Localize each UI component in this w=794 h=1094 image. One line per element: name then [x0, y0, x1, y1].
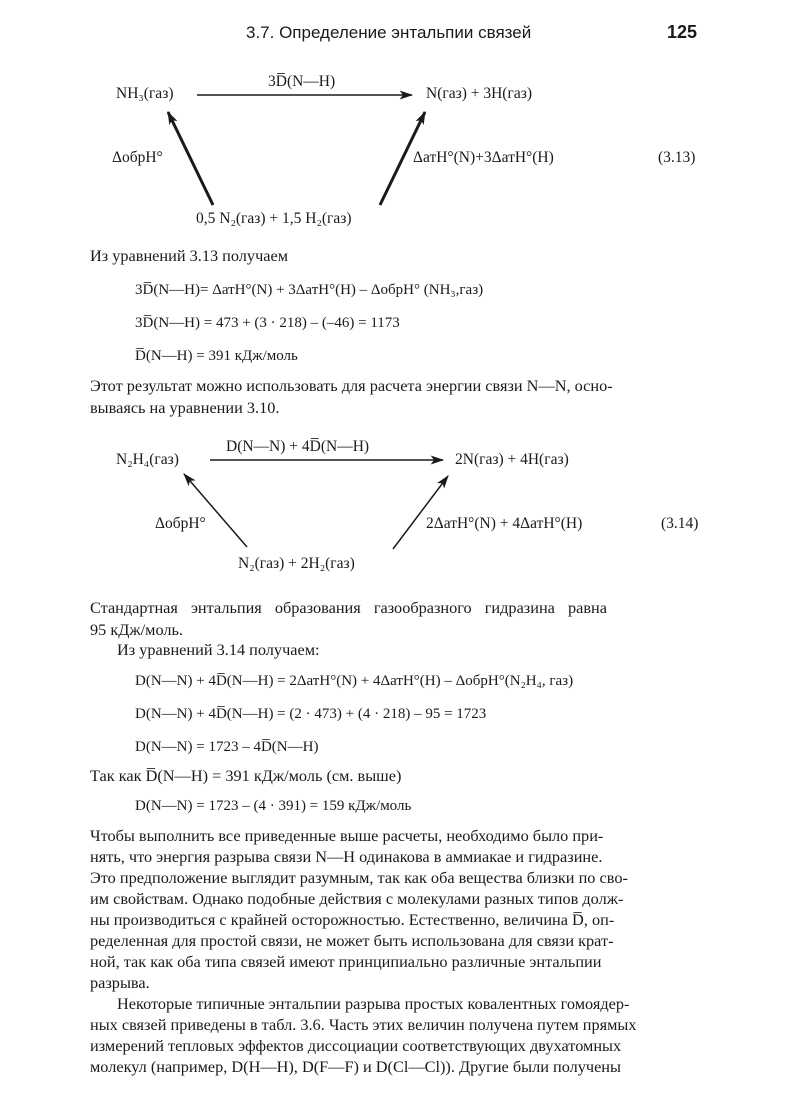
arrow-2-right: [393, 476, 448, 549]
paragraph-1-line-7: ной, так как оба типа связей имеют принципиально различные энтальпии: [90, 952, 602, 971]
paragraph-1-line-2: нять, что энергия разрыва связи N—H одинакова в аммиакае и гидразине.: [90, 847, 603, 866]
diagram-2-left-species: N₂H₄(газ): [116, 451, 179, 468]
text-intro-5: Так как D̅(N—H) = 391 кДж/моль (см. выше): [90, 766, 402, 785]
text-paragraph-2-line-2: вываясь на уравнении 3.10.: [90, 398, 280, 417]
paragraph-2-line-2: ных связей приведены в табл. 3.6. Часть этих величин получена путем прямых: [90, 1015, 637, 1034]
paragraph-1-line-8: разрыва.: [90, 973, 150, 992]
equation-number-3-13: (3.13): [658, 149, 696, 166]
paragraph-1-line-3: Это предположение выглядит разумным, так как оба вещества близки по сво-: [90, 868, 628, 887]
diagram-1-top-label: 3D̅(N—H): [268, 73, 336, 90]
equation-1-1: 3D̅(N—H)= ΔатH°(N) + 3ΔатH°(H) – ΔобрH° (NH₃,газ): [135, 282, 484, 298]
diagram-2-left-label: ΔобрH°: [155, 515, 206, 532]
diagram-2-top-label: D(N—N) + 4D̅(N—H): [226, 438, 370, 455]
diagram-1-right-species: N(газ) + 3H(газ): [426, 85, 532, 102]
diagram-1-left-label: ΔобрH°: [112, 149, 163, 166]
arrow-2-left: [184, 474, 247, 547]
arrow-1-left: [168, 112, 213, 205]
diagram-1-left-species: NH₃(газ): [116, 85, 174, 102]
paragraph-1-line-5: ны производиться с крайней осторожностью. Естественно, величина D̅, оп-: [90, 910, 615, 929]
paragraph-2-line-1: Некоторые типичные энтальпии разрыва простых ковалентных гомоядер-: [117, 994, 630, 1013]
equation-1-3: D̅(N—H) = 391 кДж/моль: [135, 348, 298, 364]
equation-1-2: 3D̅(N—H) = 473 + (3 · 218) – (–46) = 1173: [135, 315, 400, 331]
paragraph-2-line-4: молекул (например, D(H—H), D(F—F) и D(Cl—Cl)). Другие были получены: [90, 1057, 621, 1076]
equation-3: D(N—N) = 1723 – (4 · 391) = 159 кДж/моль: [135, 798, 412, 814]
text-intro-4: Из уравнений 3.14 получаем:: [117, 640, 320, 659]
running-title: 3.7. Определение энтальпии связей: [246, 23, 532, 42]
equation-number-3-14: (3.14): [661, 515, 699, 532]
equation-2-2: D(N—N) + 4D̅(N—H) = (2 · 473) + (4 · 218) – 95 = 1723: [135, 706, 487, 722]
text-paragraph-3-line-1: Стандартная энтальпия образования газообразного гидразина равна: [90, 598, 607, 617]
text-paragraph-3-line-2: 95 кДж/моль.: [90, 620, 183, 639]
diagram-2-right-label: 2ΔатH°(N) + 4ΔатH°(H): [426, 515, 583, 532]
diagram-2-right-species: 2N(газ) + 4H(газ): [455, 451, 569, 468]
paragraph-1-line-4: им свойствам. Однако подобные действия с молекулами разных типов долж-: [90, 889, 624, 908]
paragraph-2-line-3: измерений тепловых эффектов диссоциации соответствующих двухатомных: [90, 1036, 622, 1055]
paragraph-1-line-6: ределенная для простой связи, не может быть использована для связи крат-: [90, 931, 614, 950]
diagram-1-bottom-species: 0,5 N₂(газ) + 1,5 H₂(газ): [196, 210, 352, 227]
diagram-1-right-label: ΔатH°(N)+3ΔатH°(H): [413, 149, 554, 166]
text-intro-1: Из уравнений 3.13 получаем: [90, 246, 289, 265]
page-number: 125: [667, 22, 698, 42]
equation-2-3: D(N—N) = 1723 – 4D̅(N—H): [135, 739, 319, 755]
paragraph-1-line-1: Чтобы выполнить все приведенные выше расчеты, необходимо было при-: [90, 826, 604, 845]
equation-2-1: D(N—N) + 4D̅(N—H) = 2ΔатH°(N) + 4ΔатH°(H) – ΔобрH°(N₂H₄, газ): [135, 673, 574, 689]
diagram-2-bottom-species: N₂(газ) + 2H₂(газ): [238, 555, 355, 572]
text-paragraph-2-line-1: Этот результат можно использовать для расчета энергии связи N—N, осно-: [90, 376, 613, 395]
